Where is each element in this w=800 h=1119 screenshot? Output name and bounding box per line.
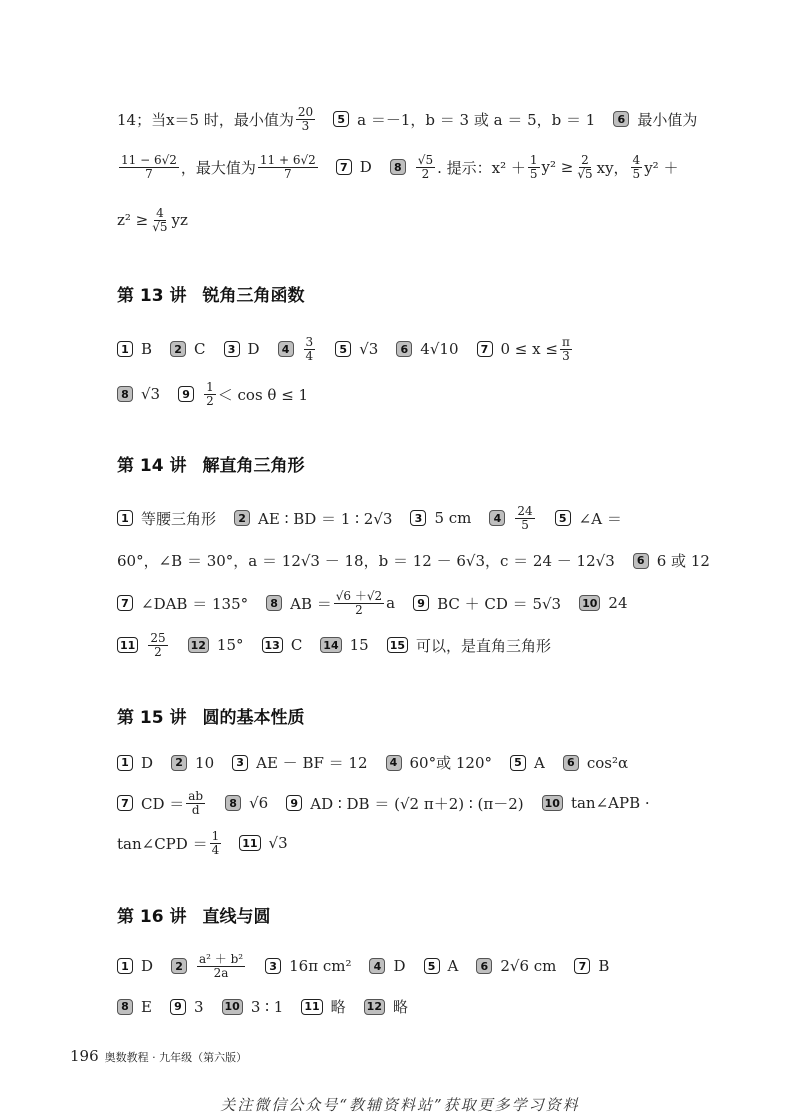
fraction-numerator: π [561, 335, 570, 349]
fraction [204, 381, 216, 407]
answer-item [633, 550, 710, 571]
fraction [148, 632, 167, 658]
question-number-badge: 10 [222, 999, 243, 1015]
answer-text: 24 [608, 594, 628, 613]
answer-item [188, 636, 244, 654]
answer-text: D [141, 753, 154, 772]
answer-item [542, 794, 650, 812]
fraction-numerator: ab [188, 789, 204, 803]
answer-item [424, 957, 459, 975]
question-number-badge: 7 [574, 958, 590, 974]
answer-text: D [141, 957, 154, 976]
question-number-badge: 11 [117, 637, 138, 653]
question-number-badge: 11 [301, 999, 322, 1015]
answer-text: 16π cm² [289, 957, 352, 976]
answer-line [117, 632, 740, 658]
answer-text: BC ＋ CD ＝ 5√3 [437, 594, 562, 613]
answer-text: D [393, 957, 406, 976]
answer-item [239, 834, 287, 852]
answer-item [278, 336, 318, 362]
question-number-badge: 4 [369, 958, 385, 974]
answer-text: y² ≥ [541, 158, 574, 177]
answer-text: xy， [596, 158, 629, 177]
answer-item [510, 754, 545, 772]
answer-text: cos²α [586, 753, 629, 772]
answer-text: C [194, 340, 206, 359]
fraction: $\frac{1}{4}$ [211, 829, 220, 857]
answer-item [225, 794, 268, 812]
answer-item [574, 957, 609, 975]
answer-line [117, 830, 740, 856]
fraction: $\frac{4}{5}$ [632, 153, 641, 181]
section-heading-14 [117, 451, 305, 476]
question-number-badge: 3 [224, 341, 240, 357]
question-number-badge: 8 [390, 159, 406, 175]
answer-item [222, 998, 284, 1016]
answer-text: √3 [141, 385, 161, 404]
fraction-denominator: 2 [154, 644, 162, 659]
answer-line [117, 790, 740, 816]
question-number-badge: 1 [117, 341, 133, 357]
answer-item [178, 381, 308, 407]
answer-line [117, 996, 740, 1017]
answer-item [489, 505, 536, 531]
section-title: 解直角三角形 [202, 456, 305, 476]
question-number-badge: 5 [510, 755, 526, 771]
answer-text: 10 [195, 753, 215, 772]
fraction-denominator: 2a [213, 965, 229, 980]
question-number-badge: 1 [117, 755, 133, 771]
answer-item [320, 636, 368, 654]
answer-line-1 [117, 106, 740, 132]
page-number: 196 [70, 1047, 99, 1065]
answer-text: √6 [249, 794, 269, 813]
answer-item [171, 754, 214, 772]
question-number-badge: 8 [266, 595, 282, 611]
answer-line [117, 381, 740, 407]
answer-text: 15° [216, 636, 244, 655]
answer-text: y² ＋ [644, 158, 679, 177]
section-title: 直线与圆 [202, 907, 271, 927]
answer-text: AD ∶ DB ＝ (√2 π＋2) ∶ (π－2) [310, 794, 524, 813]
question-number-badge: 3 [265, 958, 281, 974]
question-number-badge: 1 [117, 958, 133, 974]
question-number-badge: 5 [555, 510, 571, 526]
question-number-badge: 8 [117, 386, 133, 402]
answer-text: AB ＝ [290, 594, 332, 613]
question-number-badge: 2 [171, 958, 187, 974]
answer-item [117, 508, 216, 529]
answer-text: C [290, 636, 303, 655]
answer-text: B [598, 957, 610, 976]
question-number-badge: 6 [613, 111, 629, 127]
question-number-badge: 2 [170, 341, 186, 357]
question-number-badge: 12 [188, 637, 209, 653]
question-number-badge: 5 [333, 111, 349, 127]
question-number-badge: 10 [579, 595, 600, 611]
answer-text: √3 [359, 340, 379, 359]
answer-item [396, 340, 458, 358]
answer-text: A [447, 957, 459, 976]
fraction: $\frac{1}{5}$ [529, 153, 538, 181]
fraction-denominator: 5 [521, 517, 529, 532]
answer-item [117, 754, 153, 772]
fraction-denominator: d [191, 802, 200, 817]
fraction: $\frac{√5}{2}$ [417, 153, 434, 181]
answer-item [266, 590, 395, 616]
book-title: 奥数教程 · 九年级（第六版） [104, 1051, 248, 1064]
question-number-badge: 7 [117, 595, 133, 611]
fraction-denominator: 2 [206, 393, 214, 408]
fraction-denominator: 3 [562, 348, 570, 363]
fraction: $\frac{20}{3}$ [297, 105, 314, 133]
question-number-badge: 9 [413, 595, 429, 611]
answer-text: z² ≥ [117, 211, 149, 230]
answer-item [117, 957, 153, 975]
answer-text: A [534, 753, 545, 772]
answer-item [117, 998, 152, 1016]
answer-item [413, 593, 561, 614]
answer-text: B [141, 340, 153, 359]
fraction: $\frac{2}{√5}$ [577, 153, 593, 181]
question-number-badge: 8 [117, 999, 133, 1015]
question-number-badge: 6 [396, 341, 412, 357]
answer-item [170, 998, 204, 1016]
question-number-badge: 2 [171, 755, 187, 771]
fraction [304, 336, 316, 362]
section-heading-13 [117, 281, 305, 306]
answer-item [232, 752, 367, 773]
answer-text: tan∠APB · [570, 794, 650, 813]
section-title: 锐角三角函数 [202, 286, 305, 306]
answer-text: ∠A ＝ [578, 509, 622, 528]
question-number-badge: 7 [477, 341, 493, 357]
answer-text: 2√6 cm [500, 957, 557, 976]
fraction [560, 336, 572, 362]
section-heading-16 [117, 902, 271, 927]
fraction [334, 590, 384, 616]
answer-line [117, 953, 740, 979]
answer-text: 略 [392, 998, 408, 1016]
answer-line [117, 550, 740, 571]
question-number-badge: 3 [232, 755, 248, 771]
watermark-text: 关注微信公众号“教辅资料站”获取更多学习资料 [220, 1096, 580, 1114]
answer-text: ∠DAB ＝ 135° [141, 594, 249, 613]
answer-item [170, 340, 205, 358]
question-number-badge: 3 [410, 510, 426, 526]
question-number-badge: 1 [117, 510, 133, 526]
answer-item [224, 340, 260, 358]
fraction: $\frac{11 + 6√2}{7}$ [259, 153, 316, 181]
fraction [197, 953, 245, 979]
question-number-badge: 4 [278, 341, 294, 357]
question-number-badge: 15 [387, 637, 408, 653]
question-number-badge: 9 [178, 386, 194, 402]
answer-item [477, 336, 574, 362]
question-number-badge: 13 [262, 637, 283, 653]
fraction-numerator: 24 [517, 504, 533, 518]
question-number-badge: 6 [633, 553, 649, 569]
answer-text: tan∠CPD ＝ [117, 834, 208, 853]
answer-item [262, 636, 303, 654]
fraction-numerator: 3 [305, 335, 314, 349]
answer-text: 60°，∠B ＝ 30°，a ＝ 12√3 － 18，b ＝ 12 － 6√3，c ＝ 24 － 12√3 [117, 552, 615, 570]
answer-text: 略 [330, 998, 346, 1016]
answer-item [117, 790, 207, 816]
answer-line [117, 752, 740, 773]
answer-line-2 [117, 154, 740, 180]
fraction [515, 505, 534, 531]
answer-item [286, 793, 523, 814]
question-number-badge: 6 [563, 755, 579, 771]
answer-text: 等腰三角形 [141, 509, 217, 528]
fraction-numerator: √6 ＋√2 [335, 589, 383, 603]
answer-text: 0 ≤ x ≤ [500, 340, 558, 359]
fraction [186, 790, 205, 816]
section-title: 圆的基本性质 [202, 708, 305, 728]
question-number-badge: 9 [170, 999, 186, 1015]
answer-text: √3 [268, 834, 288, 853]
question-number-badge: 14 [320, 637, 341, 653]
answer-item [117, 593, 248, 614]
section-number: 第 16 讲 [117, 907, 187, 927]
question-number-badge: 4 [386, 755, 402, 771]
answer-item [301, 996, 345, 1017]
answer-item [555, 508, 622, 529]
answer-item [117, 632, 170, 658]
fraction: $\frac{11 - 6√2}{7}$ [121, 153, 177, 181]
answer-text: AE ∶ BD ＝ 1 ∶ 2√3 [258, 509, 393, 528]
question-number-badge: 5 [335, 341, 351, 357]
answer-item [265, 957, 351, 975]
answer-text: a ＝－1，b ＝ 3 或 a ＝ 5，b ＝ 1 [357, 110, 596, 129]
question-number-badge: 8 [225, 795, 241, 811]
answer-text: 可以，是直角三角形 [416, 636, 552, 655]
section-number: 第 13 讲 [117, 286, 187, 306]
question-number-badge: 4 [489, 510, 505, 526]
answer-item [364, 996, 408, 1017]
section-heading-15 [117, 703, 305, 728]
question-number-badge: 7 [117, 795, 133, 811]
fraction-denominator: 2 [355, 602, 363, 617]
fraction-denominator: 4 [305, 348, 314, 363]
answer-text: ，最大值为 [180, 158, 256, 177]
question-number-badge: 2 [234, 510, 250, 526]
question-number-badge: 5 [424, 958, 440, 974]
answer-line [117, 336, 740, 362]
answer-text: 3 [193, 997, 204, 1016]
answer-item [476, 957, 556, 975]
answer-text: D [359, 158, 372, 177]
section-number: 第 14 讲 [117, 456, 187, 476]
question-number-badge: 10 [542, 795, 563, 811]
answer-text: 15 [349, 636, 369, 655]
answer-item [117, 385, 160, 403]
answer-item [234, 508, 392, 529]
answer-item [579, 594, 627, 612]
answer-text: E [141, 997, 152, 1016]
answer-item [171, 953, 247, 979]
question-number-badge: 9 [286, 795, 302, 811]
answer-text: 4√10 [420, 340, 459, 359]
answer-line [117, 505, 740, 531]
fraction: $\frac{4}{√5}$ [152, 206, 168, 234]
answer-text: 5 cm [434, 509, 472, 528]
answer-item [117, 340, 152, 358]
answer-text: . 提示：x² ＋ [437, 158, 526, 177]
answer-text: 14；当x＝5 时，最小值为 [117, 110, 294, 129]
answer-text: 最小值为 [637, 110, 698, 129]
answer-text: yz [171, 211, 188, 230]
fraction-numerator: 1 [206, 380, 214, 394]
question-number-badge: 11 [239, 835, 260, 851]
question-number-badge: 12 [364, 999, 385, 1015]
answer-text: D [247, 340, 260, 359]
fraction-numerator: 25 [150, 631, 166, 645]
answer-text: CD ＝ [141, 794, 185, 813]
answer-line [117, 590, 740, 616]
fraction-numerator: a² ＋ b² [199, 952, 244, 966]
answer-text: 6 或 12 [656, 552, 710, 570]
answer-item [387, 635, 551, 656]
page-footer [70, 1047, 247, 1065]
answer-text: a [386, 594, 396, 613]
answer-line-3 [117, 207, 740, 233]
answer-text: ＜ cos θ ≤ 1 [217, 385, 309, 404]
answer-item [335, 340, 378, 358]
answer-text: 60°或 120° [409, 754, 492, 772]
section-number: 第 15 讲 [117, 708, 187, 728]
answer-text: 3 ∶ 1 [250, 997, 284, 1016]
answer-item [410, 509, 471, 527]
answer-item [369, 957, 405, 975]
question-number-badge: 6 [476, 958, 492, 974]
answer-item [386, 752, 493, 773]
answer-text: AE － BF ＝ 12 [256, 754, 368, 772]
answer-item [563, 754, 628, 772]
question-number-badge: 7 [336, 159, 352, 175]
